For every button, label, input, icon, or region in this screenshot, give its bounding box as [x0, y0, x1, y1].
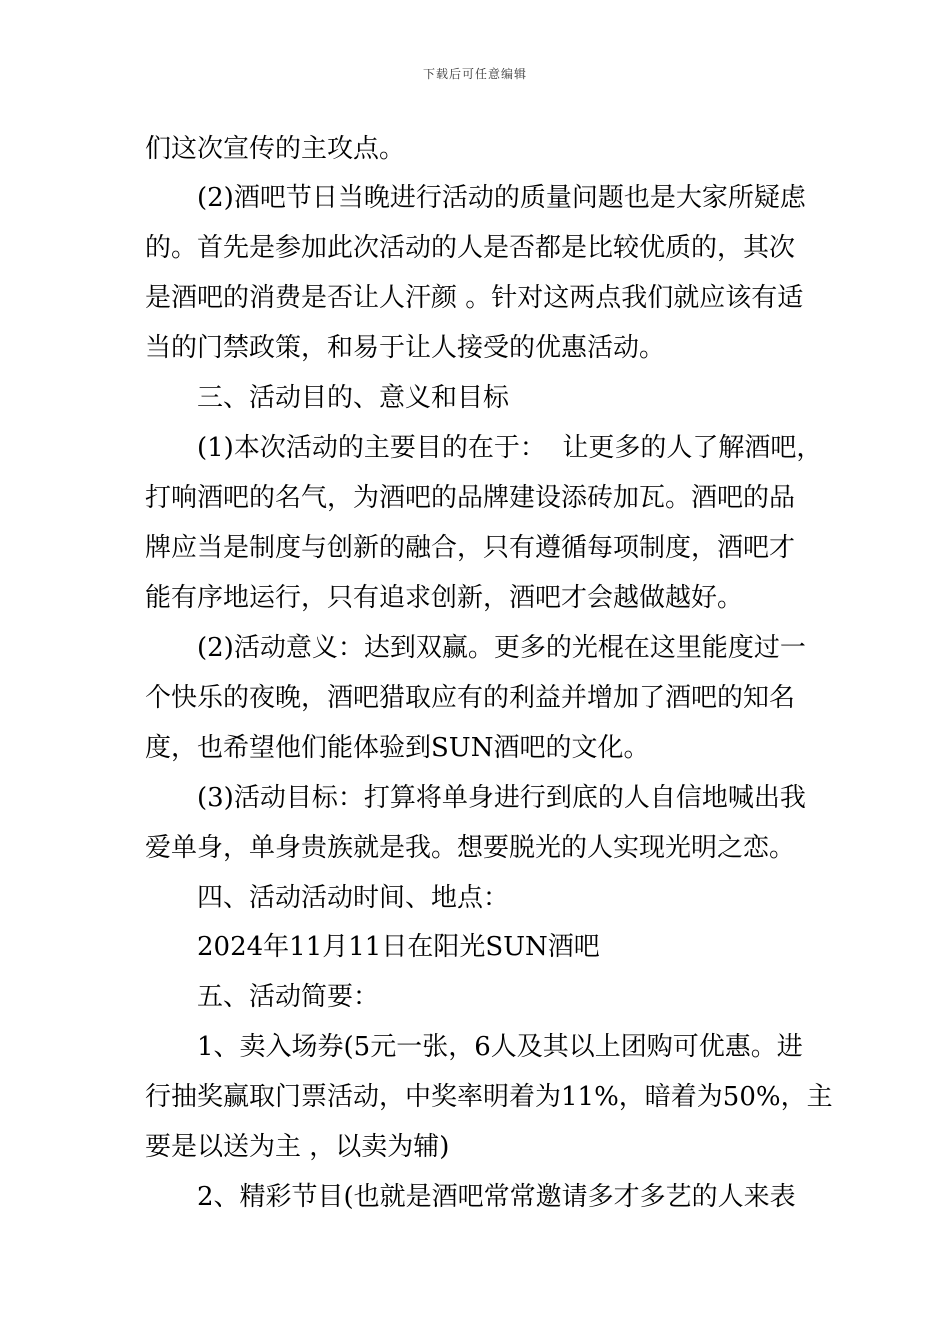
- paragraph-first-line: (1)本次活动的主要目的在于： 让更多的人了解酒吧，: [197, 433, 823, 463]
- section-heading: 三、活动目的、意义和目标: [197, 383, 510, 413]
- text-line: 们这次宣传的主攻点。: [145, 134, 406, 164]
- text-line: 当的门禁政策，和易于让人接受的优惠活动。: [145, 333, 666, 363]
- page-header: 下载后可任意编辑: [422, 67, 527, 81]
- paragraph-first-line: (3)活动目标：打算将单身进行到底的人自信地喊出我: [197, 783, 806, 813]
- list-item-first-line: 1、卖入场券(5元一张，6人及其以上团购可优惠。进: [197, 1032, 803, 1062]
- text-line: 是酒吧的消费是否让人汗颜 。针对这两点我们就应该有适: [145, 283, 804, 313]
- paragraph-first-line: (2)活动意义：达到双赢。更多的光棍在这里能度过一: [197, 633, 806, 663]
- text-line: 能有序地运行，只有追求创新，酒吧才会越做越好。: [145, 583, 744, 613]
- text-line: 行抽奖赢取门票活动，中奖率明着为11%，暗着为50%，主: [145, 1082, 833, 1112]
- section-heading: 五、活动简要：: [197, 982, 380, 1012]
- text-line: 要是以送为主 ，以卖为辅): [145, 1132, 450, 1162]
- date-location-line: 2024年11月11日在阳光SUN酒吧: [197, 932, 600, 962]
- text-line: 爱单身，单身贵族就是我。想要脱光的人实现光明之恋。: [145, 833, 796, 863]
- text-line: 牌应当是制度与创新的融合，只有遵循每项制度，酒吧才: [145, 533, 796, 563]
- text-line: 打响酒吧的名气，为酒吧的品牌建设添砖加瓦。酒吧的品: [145, 483, 796, 513]
- text-line: 的。首先是参加此次活动的人是否都是比较优质的，其次: [145, 233, 796, 263]
- text-line: 个快乐的夜晚，酒吧猎取应有的利益并增加了酒吧的知名: [145, 683, 796, 713]
- list-item-first-line: 2、精彩节目(也就是酒吧常常邀请多才多艺的人来表: [197, 1182, 796, 1212]
- text-line: 度，也希望他们能体验到SUN酒吧的文化。: [145, 733, 650, 763]
- section-heading: 四、活动活动时间、地点：: [197, 883, 510, 913]
- paragraph-first-line: (2)酒吧节日当晚进行活动的质量问题也是大家所疑虑: [197, 183, 806, 213]
